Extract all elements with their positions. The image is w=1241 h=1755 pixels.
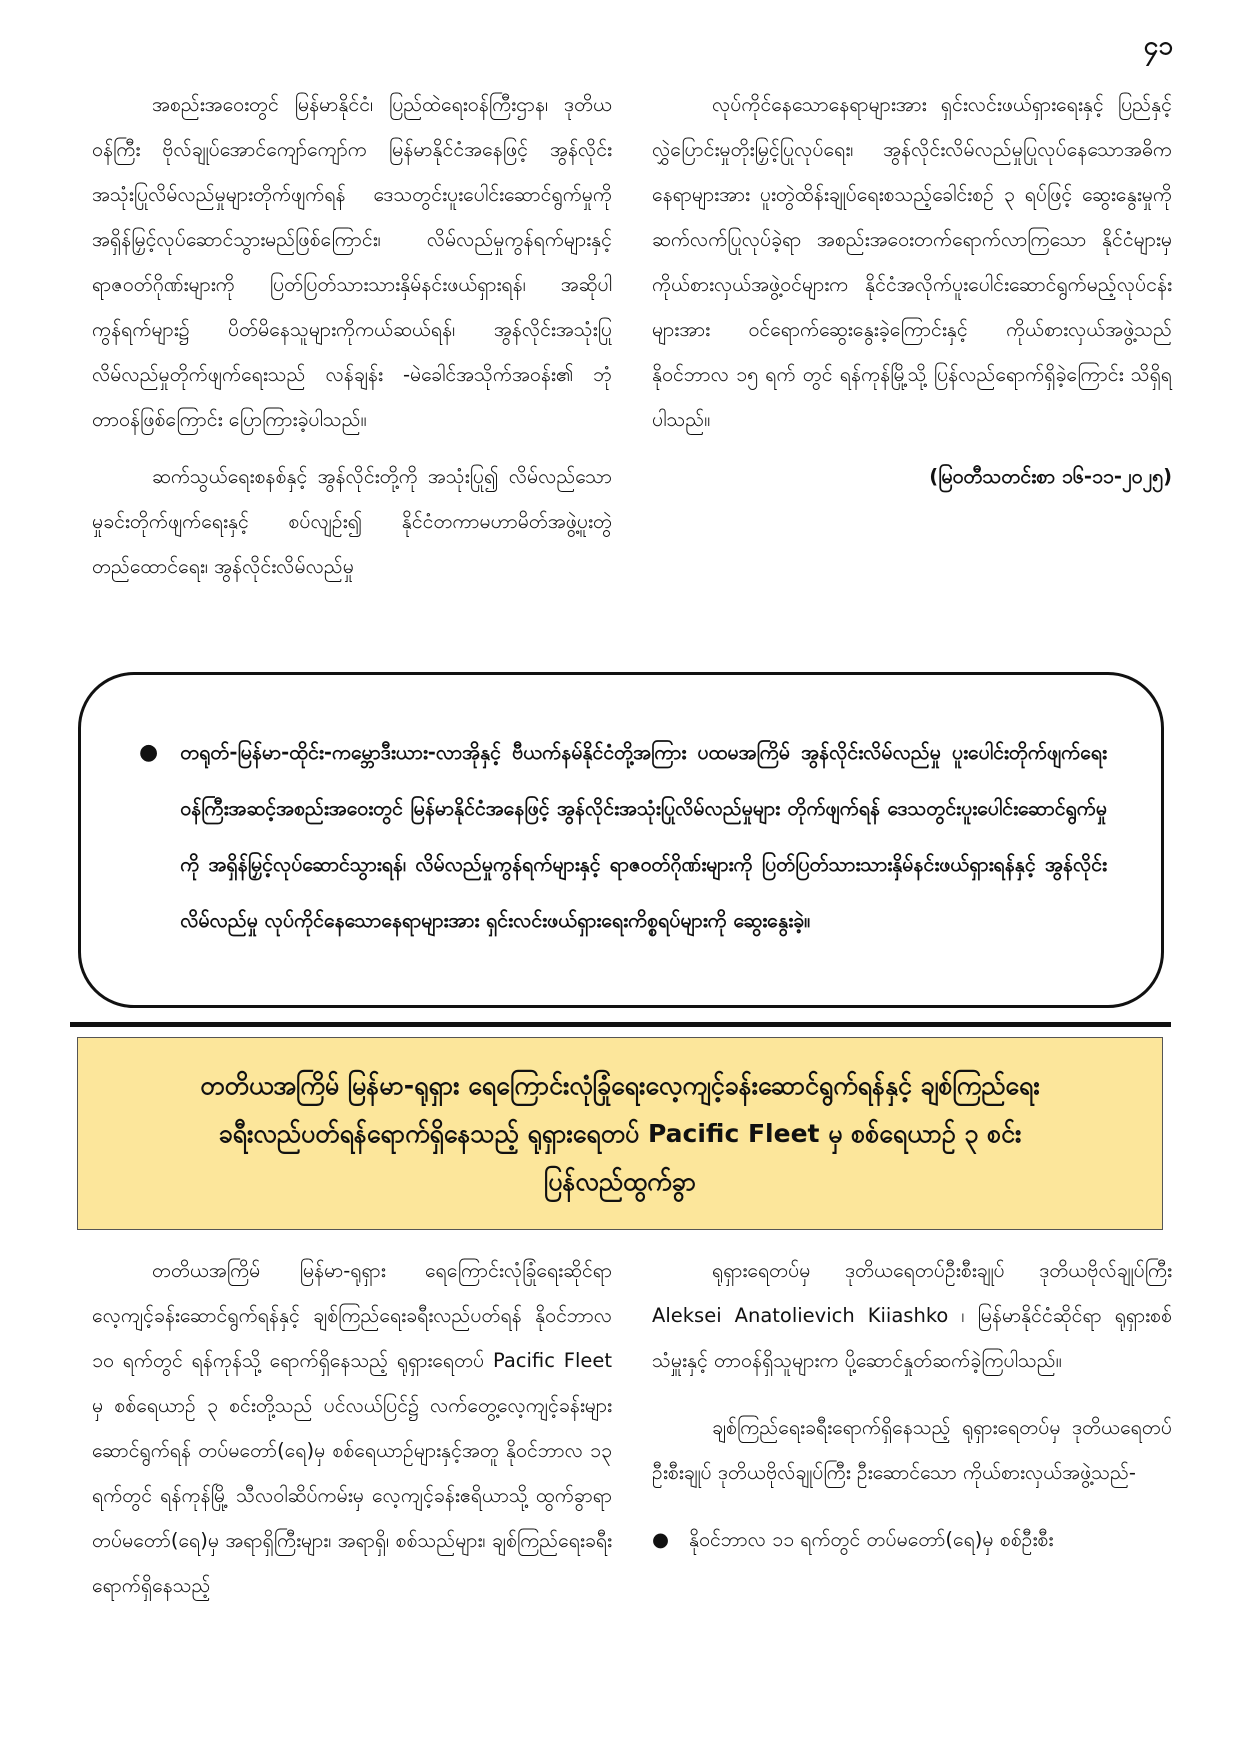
source-citation: (မြဝတီသတင်းစာ ၁၆-၁၁-၂၀၂၅) [929, 465, 1172, 488]
article-column-top-right [652, 82, 1172, 499]
paragraph: အစည်းအဝေးတွင် မြန်မာနိုင်ငံ၊ ပြည်ထဲရေးဝန်ကြီးဌာန၊ ဒုတိယဝန်ကြီး ဗိုလ်ချုပ်အောင်ကျော်ကျော်က မြန်မာနိုင်ငံအနေဖြင့် အွန်လိုင်းအသုံးပြုလိမ်လည်မှုများတိုက်ဖျက်ရန် ဒေသတွင်းပူးပေါင်းဆောင်ရွက်မှုကို အရှိန်မြှင့်လုပ်ဆောင်သွားမည်ဖြစ်ကြောင်း၊ လိမ်လည်မှုကွန်ရက်များနှင့် ရာဇဝတ်ဂိုဏ်းများကို ပြတ်ပြတ်သားသားနှိမ်နင်းဖယ်ရှားရန်၊ အဆိုပါကွန်ရက်များ၌ ပိတ်မိနေသူများကိုကယ်ဆယ်ရန်၊ အွန်လိုင်းအသုံးပြုလိမ်လည်မှုတိုက်ဖျက်ရေးသည် လန်ချန်း -မဲခေါင်အသိုက်အဝန်း၏ ဘုံတာဝန်ဖြစ်ကြောင်း ပြောကြားခဲ့ပါသည်။ [92, 93, 612, 431]
paragraph: လုပ်ကိုင်နေသောနေရာများအား ရှင်းလင်းဖယ်ရှားရေးနှင့် ပြည်နှင့်လွှဲပြောင်းမှုတိုးမြှင့်ပြုလုပ်ရေး၊ အွန်လိုင်းလိမ်လည်မှုပြုလုပ်နေသောအဓိကနေရာများအား ပူးတွဲထိန်းချုပ်ရေးစသည့်ခေါင်းစဉ် ၃ ရပ်ဖြင့် ဆွေးနွေးမှုကို ဆက်လက်ပြုလုပ်ခဲ့ရာ အစည်းအဝေးတက်ရောက်လာကြသော နိုင်ငံများမှ ကိုယ်စားလှယ်အဖွဲ့ဝင်များက နိုင်ငံအလိုက်ပူးပေါင်းဆောင်ရွက်မည့်လုပ်ငန်းများအား ဝင်ရောက်ဆွေးနွေးခဲ့ကြောင်းနှင့် ကိုယ်စားလှယ်အဖွဲ့သည် နိုဝင်ဘာလ ၁၅ ရက် တွင် ရန်ကုန်မြို့သို့ ပြန်လည်ရောက်ရှိခဲ့ကြောင်း သိရှိရပါသည်။ [652, 93, 1172, 431]
section-divider [70, 1022, 1171, 1027]
headline-line: ခရီးလည်ပတ်ရန်ရောက်ရှိနေသည့် ရုရှားရေတပ် Pacific Fleet မှ စစ်ရေယာဉ် ၃ စင်း [218, 1118, 1022, 1148]
bullet-item [652, 1517, 1172, 1562]
paragraph: တတိယအကြိမ် မြန်မာ-ရုရှား ရေကြောင်းလုံခြုံရေးဆိုင်ရာ လေ့ကျင့်ခန်းဆောင်ရွက်ရန်နှင့် ချစ်ကြည်ရေးခရီးလည်ပတ်ရန် နိုဝင်ဘာလ ၁၀ ရက်တွင် ရန်ကုန်သို့ ရောက်ရှိနေသည့် ရုရှားရေတပ် Pacific Fleet မှ စစ်ရေယာဉ် ၃ စင်းတို့သည် ပင်လယ်ပြင်၌ လက်တွေ့လေ့ကျင့်ခန်းများ ဆောင်ရွက်ရန် တပ်မတော်(ရေ)မှ စစ်ရေယာဉ်များနှင့်အတူ နိုဝင်ဘာလ ၁၃ ရက်တွင် ရန်ကုန်မြို့ သီလဝါဆိပ်ကမ်းမှ လေ့ကျင့်ခန်းဧရိယာသို့ ထွက်ခွာရာ တပ်မတော်(ရေ)မှ အရာရှိကြီးများ၊ အရာရှိ၊ စစ်သည်များ၊ ချစ်ကြည်ရေးခရီးရောက်ရှိနေသည့် [92, 1259, 612, 1597]
paragraph: ချစ်ကြည်ရေးခရီးရောက်ရှိနေသည့် ရုရှားရေတပ်မှ ဒုတိယရေတပ်ဦးစီးချုပ် ဒုတိယဗိုလ်ချုပ်ကြီး ဦးဆောင်သော ကိုယ်စားလှယ်အဖွဲ့သည်- [652, 1416, 1172, 1484]
headline-line: ပြန်လည်ထွက်ခွာ [544, 1166, 696, 1196]
summary-callout-box [78, 672, 1164, 1008]
bullet-text: နိုဝင်ဘာလ ၁၁ ရက်တွင် တပ်မတော်(ရေ)မှ စစ်ဦးစီး [689, 1528, 1054, 1551]
page-number: ၄၁ [1143, 31, 1173, 61]
paragraph: ရုရှားရေတပ်မှ ဒုတိယရေတပ်ဦးစီးချုပ် ဒုတိယဗိုလ်ချုပ်ကြီး Aleksei Anatolievich Kiiashko ၊ မြန်မာနိုင်ငံဆိုင်ရာ ရုရှားစစ်သံမှူးနှင့် တာဝန်ရှိသူများက ပို့ဆောင်နှုတ်ဆက်ခဲ့ကြပါသည်။ [652, 1259, 1172, 1372]
callout-text: တရုတ်-မြန်မာ-ထိုင်း-ကမ္ဘောဒီးယား-လာအိုနှင့် ဗီယက်နမ်နိုင်ငံတို့အကြား ပထမအကြိမ် အွန်လိုင်းလိမ်လည်မှု ပူးပေါင်းတိုက်ဖျက်ရေးဝန်ကြီးအဆင့်အစည်းအဝေးတွင် မြန်မာနိုင်ငံအနေဖြင့် အွန်လိုင်းအသုံးပြုလိမ်လည်မှုများ တိုက်ဖျက်ရန် ဒေသတွင်းပူးပေါင်းဆောင်ရွက်မှုကို အရှိန်မြှင့်လုပ်ဆောင်သွားရန်၊ လိမ်လည်မှုကွန်ရက်များနှင့် ရာဇဝတ်ဂိုဏ်းများကို ပြတ်ပြတ်သားသားနှိမ်နင်းဖယ်ရှားရန်နှင့် အွန်လိုင်းလိမ်လည်မှု လုပ်ကိုင်နေသောနေရာများအား ရှင်းလင်းဖယ်ရှားရေးကိစ္စရပ်များကို ဆွေးနွေးခဲ့။ [180, 741, 1107, 932]
bullet-icon: ● [139, 740, 159, 765]
paragraph: ဆက်သွယ်ရေးစနစ်နှင့် အွန်လိုင်းတို့ကို အသုံးပြု၍ လိမ်လည်သောမှုခင်းတိုက်ဖျက်ရေးနှင့် စပ်လျဉ်း၍ နိုင်ငံတကာမဟာမိတ်အဖွဲ့ပူးတွဲတည်ထောင်ရေး၊ အွန်လိုင်းလိမ်လည်မှု [92, 465, 612, 578]
article-headline [77, 1037, 1163, 1230]
bullet-icon: ● [652, 1528, 670, 1551]
headline-line: တတိယအကြိမ် မြန်မာ-ရုရှား ရေကြောင်းလုံခြုံရေးလေ့ကျင့်ခန်းဆောင်ရွက်ရန်နှင့် ချစ်ကြည်ရေး [200, 1070, 1040, 1100]
article-column-bottom-left [92, 1248, 612, 1630]
article-column-top-left [92, 82, 612, 601]
article-column-bottom-right [652, 1248, 1172, 1562]
